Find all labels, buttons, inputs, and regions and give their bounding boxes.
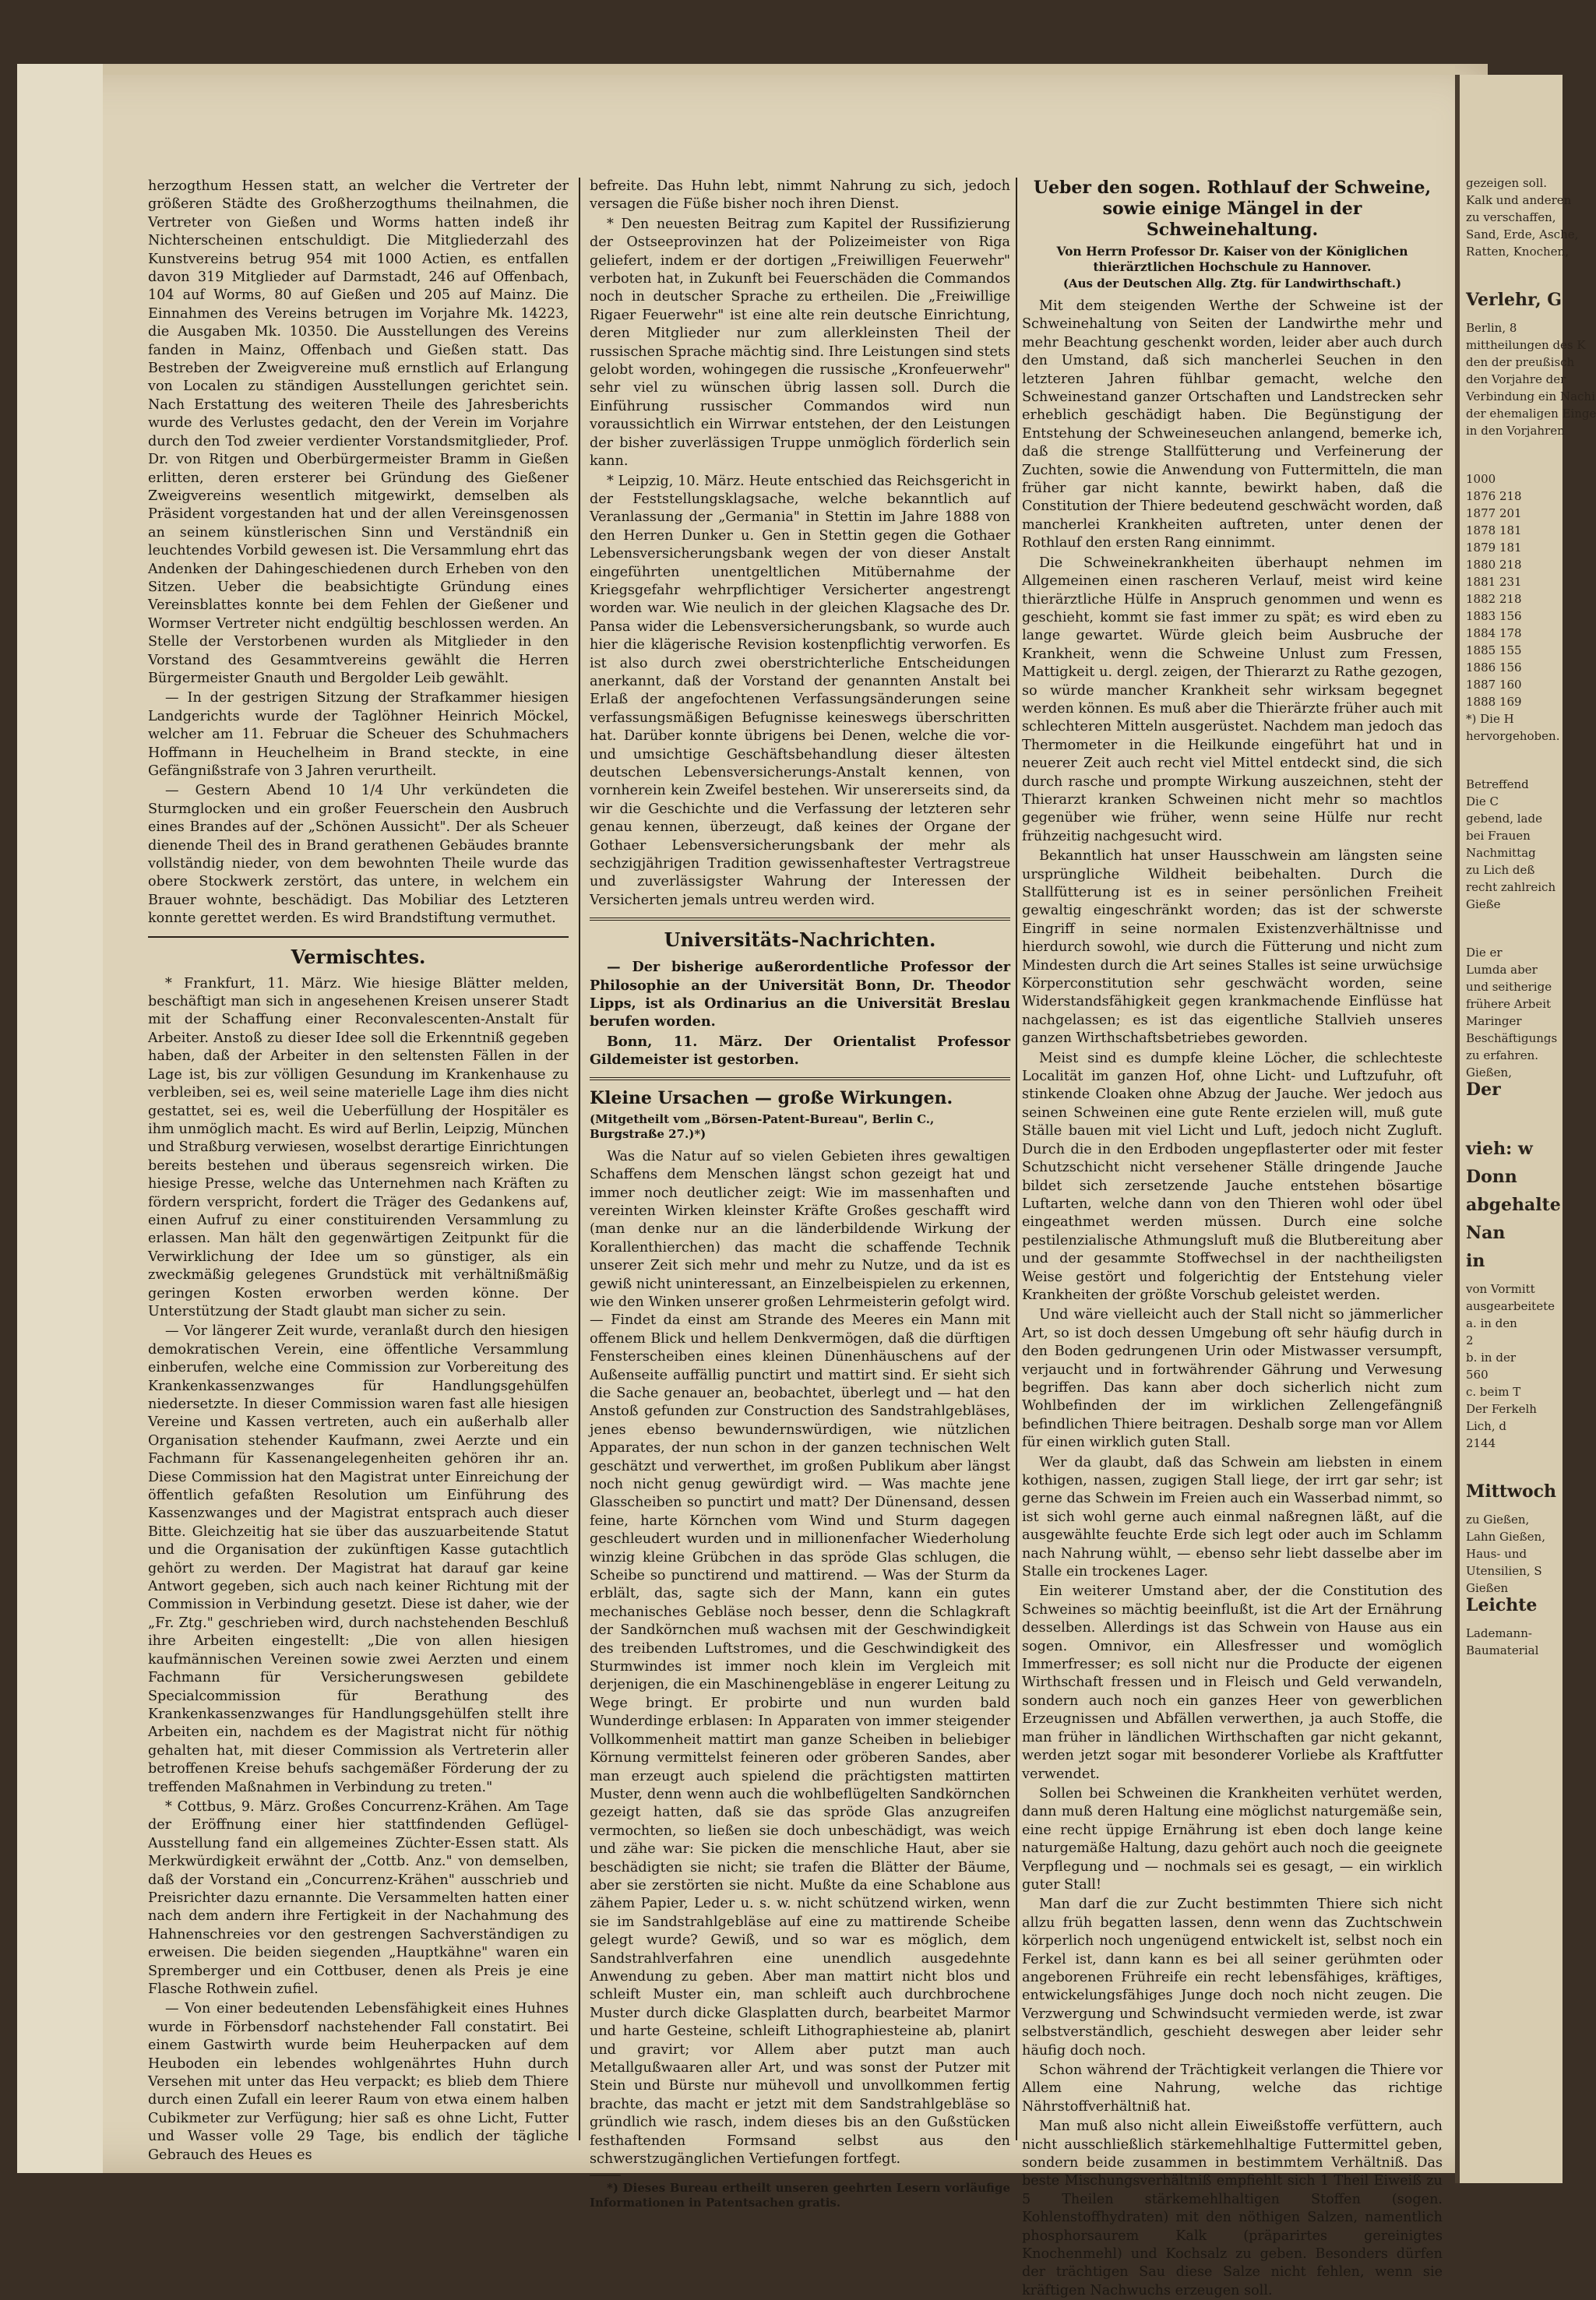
- adjacent-page-fragment: c. beim T: [1466, 1385, 1521, 1399]
- paragraph: — Gestern Abend 10 1/4 Uhr verkündeten die Sturmglocken und ein großer Feuerschein den Ausbruch eines Brandes auf der „Schönen Aussicht". Der als Scheuer dienende Theil des in Brand gerathenen Gebäudes brannte vollständig nieder, von dem bewohnten Theile wurde das obere Stockwerk zerstört, das untere, in welchem ein Brauer wohnte, beschädigt. Das Mobiliar des Letzteren konnte gerettet werden. Es wird Brandstiftung vermuthet.: [148, 783, 569, 927]
- adjacent-page-fragment: recht zahlreich: [1466, 880, 1556, 894]
- paragraph: Mit dem steigenden Werthe der Schweine ist der Schweinehaltung von Seiten der Landwirthe mehr und mehr Beachtung geschenkt worden, leider aber auch durch den Umstand, daß sich mancherlei Seuchen in den letzteren Jahren fühlbar gemacht, welche den Schweinestand ganzer Ortschaften und Landstrecken sehr erheblich geschädigt haben. Die Begünstigung der Entstehung der Schweineseuchen anlangend, bemerke ich, daß die strenge Stallfütterung und Verfeinerung der Zuchten, sowie die Anwendung von Futtermitteln, die man früher gar nicht kannte, bewirkt haben, daß die Constitution der Thiere bedeutend geschwächt worden, daß mancherlei Krankheiten auftreten, unter denen der Rothlauf den ersten Rang einnimmt.: [1022, 298, 1443, 551]
- article-source: (Aus der Deutschen Allg. Ztg. für Landwirthschaft.): [1062, 276, 1402, 291]
- paragraph: Wer da glaubt, daß das Schwein am liebsten in einem kothigen, nassen, zugigen Stall liege, der irrt gar sehr; ist gerne das Schwein im Freien auch ein Wasserbad nimmt, so ist sich wohl gerne auch einmal naßregnen läßt, auf die ausgewählte feuchte Erde sich legt oder auch im Schlamm nach Nahrung wühlt, — ebenso sehr liebt dasselbe aber im Stalle ein trockenes Lager.: [1022, 1454, 1443, 1580]
- paragraph: Ein weiterer Umstand aber, der die Constitution des Schweines so mächtig beeinflußt, ist die Art der Ernährung desselben. Allerdings ist das Schwein von Hause aus ein sogen. Omnivor, ein Allesfresser und womöglich Immerfresser; es soll nicht nur die Producte der eigenen Wirthschaft fressen und in Fleisch und Geld verwandeln, sondern auch noch ein ganzes Heer von gewerblichen Erzeugnissen und Abfällen verwerthen, ja auch Stoffe, die man früher in ländlichen Wirthschaften gar nicht gekannt, werden jetzt sogar mit besonderer Vorliebe als Kraftfutter verwendet.: [1022, 1583, 1443, 1782]
- column-3: [1022, 178, 1443, 2298]
- section-rule: [148, 936, 569, 938]
- paragraph: — Vor längerer Zeit wurde, veranlaßt durch den hiesigen demokratischen Verein, eine öffentliche Versammlung einberufen, welche eine Commission zur Vorbereitung des Krankenkassenzwanges für Handlungsgehülfen niedersetzte. In dieser Commission waren fast alle hiesigen Vereine und Kassen vertreten, auch ein außerhalb aller Organisation stehender Kaufmann, zwei Aerzte und ein Fachmann für Kassenangelegenheiten gehören ihr an. Diese Commission hat den Magistrat unter Einreichung der öffentlich gefaßten Resolution um Einführung des Kassenzwanges und der Magistrat entsprach auch dieser Bitte. Gleichzeitig hat sie über das auszuarbeitende Statut und die Organisation der zukünftigen Kasse gutachtlich gehört zu werden. Der Magistrat hat darauf gar keine Antwort gegeben, sich auch nach keiner Richtung mit der Commission in Verbindung gesetzt. Diese ist daher, wie der „Fr. Ztg." geschrieben wird, durch nachstehenden Beschluß ihre Arbeiten eingestellt: „Die von allen hiesigen kaufmännischen Vereinen sowie zwei Aerzten und einem Fachmann für Versicherungswesen gebildete Specialcommission für Berathung des Krankenkassenzwanges für Handlungsgehülfen stellt ihre Arbeiten ein, nachdem es der Magistrat nicht für nöthig gehalten hat, mit dieser Commission als Vertreterin aller betroffenen Kreise behufs sachgemäßer Förderung der zu treffenden Maßnahmen in Verbindung zu treten.": [148, 1323, 569, 1795]
- section-rule: [590, 1077, 1010, 1080]
- page-top-edge: [103, 65, 1455, 75]
- paragraph: Was die Natur auf so vielen Gebieten ihres gewaltigen Schaffens dem Menschen längst schon gezeigt hat und immer noch deutlicher zeigt: Wie im massenhaften und vereinten Wirken kleinster Kräfte Großes geschafft wird (man denke nur an die länderbildende Wirkung der Korallenthierchen) das macht die schaffende Technik unserer Zeit sich mehr und mehr zu Nutze, und da ist es gewiß nicht uninteressant, an Einzelbeispielen zu erkennen, wie den Winken unserer großen Lehrmeisterin gefolgt wird. — Findet da einst am Strande des Meeres ein Mann mit offenem Blick und hellem Denkvermögen, daß die dürftigen Fensterscheiben eines kleinen Dünenhäuschens auf der Außenseite auffällig punctirt und mattirt sind. Er sieht sich die Sache genauer an, beobachtet, überlegt und — hat den Anstoß gefunden zur Construction des Sandstrahlgebläses, jenes ebenso bewundernswürdigen, wie nützlichen Apparates, der nun schon in der ganzen technischen Welt geschätzt und verwerthet, im großen Publikum aber längst noch nicht genug gewürdigt wird. — Was machte jene Glasscheiben so punctirt und matt? Der Dünensand, dessen feine, harte Körnchen vom Wind und Sturm dagegen geschleudert wurden und in millionenfacher Wiederholung winzig kleine Grübchen in das spröde Glas schlugen, die Scheibe so punctirend und mattirend. — Was der Sturm da erblält, das, sagte sich der Mann, kann ein gutes mechanisches Gebläse noch besser, denn die Schlagkraft der Sandkörnchen muß wachsen mit der Geschwindigkeit des treibenden Luftstromes, und die Geschwindigkeit des Sturmwindes ist immer noch klein im Vergleich mit derjenigen, die ein Maschinengebläse in engerer Leitung zu Wege bringt. Er probirte und nun wurden bald Wunderdinge erblasen: In Apparaten von immer steigender Vollkommenheit mattirt man ganze Scheiben in beliebiger Körnung vermittelst feineren oder gröberen Sandes, aber man erzeugt auch spielend die prächtigsten mattirten Muster, denn wenn auch die wohlbeflügelten Sandkörnchen gezeigt hatten, daß sie das spröde Glas anzugreifen vermochten, so ließen sie doch unbeschädigt, was weich und zähe war: Sie picken die menschliche Haut, aber sie beschädigten sie nicht; sie trafen die Blätter der Bäume, aber sie zerstörten sie nicht. Mußte da eine Schablone aus zähem Papier, Leder u. s. w. nicht schützend wirken, wenn sie im Sandstrahlgebläse auf eine zu mattirende Scheibe gelegt wurde? Gewiß, und so war es möglich, dem Sandstrahlverfahren eine unendlich ausgedehnte Anwendung zu geben. Aber man mattirt nicht blos und schleift Muster ein, man schleift auch durchbrochene Muster durch dicke Glasplatten durch, bearbeitet Marmor und harte Gesteine, schleift Lithographiesteine ab, planirt und gravirt; vor Allem aber putzt man auch Metallgußwaaren aller Art, und was sonst der Putzer mit Stein und Bürste nur mühevoll und unvollkommen fertig brachte, das macht er jetzt mit dem Sandstrahlgebläse so gründlich wie rasch, indem dieses bis an den Gußstücken festhaftenden Formsand selbst aus den schwerstzugänglichen Vertiefungen fortfegt.: [590, 1148, 1010, 2168]
- adjacent-page-fragment: 1887 160: [1466, 678, 1522, 692]
- adjacent-page-fragment: 2: [1466, 1333, 1474, 1347]
- paragraph: — In der gestrigen Sitzung der Strafkammer hiesigen Landgerichts wurde der Taglöhner Heinrich Möckel, welcher am 11. Februar die Scheuer des Schuhmachers Hoffmann in Heuchelheim in Brand steckte, in eine Gefängnißstrafe von 3 Jahren verurtheilt.: [148, 690, 569, 779]
- adjacent-page-fragment: von Vormitt: [1466, 1282, 1535, 1296]
- article-title-kleine-ursachen: Kleine Ursachen — große Wirkungen.: [590, 1087, 953, 1108]
- adjacent-page-fragment: gezeigen soll.: [1466, 176, 1548, 190]
- paragraph: Bekanntlich hat unser Hausschwein am längsten seine ursprüngliche Wildheit beibehalten. Durch die Stallfütterung ist es in seiner persönlichen Freiheit gewaltig eingeschränkt worden; das ist der schwerste Eingriff in seine normalen Existenzverhältnisse und hierdurch sowohl, wie durch die Fütterung und nicht zum Mindesten durch die Art seines Stalles ist seine urwüchsige Körperconstitution sehr geschwächt worden, seine Widerstandsfähigkeit gegen krankmachende Einflüsse hat nachgelassen; es ist das eigentliche Stallvieh unseres ganzen Wirthschaftsbetriebes geworden.: [1022, 848, 1443, 1047]
- adjacent-page-fragment: 560: [1466, 1368, 1489, 1382]
- adjacent-page-fragment: frühere Arbeit: [1466, 997, 1552, 1011]
- adjacent-page-fragment: Nan: [1466, 1223, 1506, 1243]
- adjacent-page-fragment: 1886 156: [1466, 660, 1522, 675]
- adjacent-page-fragment: Beschäftigungs: [1466, 1031, 1558, 1045]
- adjacent-page-fragment: zu verschaffen,: [1466, 210, 1556, 224]
- paragraph: herzogthum Hessen statt, an welcher die Vertreter der größeren Städte des Großherzogthums theilnahmen, die Vertreter von Gießen und Worms hatten indeß ihr Nichterscheinen entschuldigt. Die Mitgliederzahl des Kunstvereins betrug 954 mit 1000 Actien, es entfallen davon 319 Mitglieder auf Darmstadt, 246 auf Offenbach, 104 auf Worms, 80 auf Gießen und 205 auf Mainz. Die Einnahmen des Vereins betrugen im Vorjahre Mk. 14223, die Ausgaben Mk. 10350. Die Ausstellungen des Vereins fanden in Mainz, Offenbach und Gießen statt. Das Bestreben der Zweigvereine muß ernstlich auf Erlangung von Localen zu ständigen Ausstellungen gerichtet sein. Nach Erstattung des weiteren Theile des Jahresberichts wurde des Verlustes gedacht, den der Verein im Vorjahre durch den Tod zweier verdienter Vorstandsmitglieder, Prof. Dr. von Ritgen und Oberbürgermeister Bramm in Gießen erlitten, deren ersterer bei Gründung des Gießener Zweigvereins wesentlich mitgewirkt, demselben als Präsident vorgestanden hat und der allen Vereinsgenossen an seinem künstlerischen Sinn und Verständniß ein leuchtendes Vorbild gewesen ist. Die Versammlung ehrt das Andenken der Dahingeschiedenen durch Erheben von den Sitzen. Ueber die beabsichtigte Gründung eines Vereinsblattes konnte bei dem Fehlen der Gießener und Wormser Vertreter nicht endgültig beschlossen werden. An Stelle der Verstorbenen wurden als Mitglieder in den Vorstand des Gesammtvereins gewählt die Herren Bürgermeister Gnauth und Bergolder Leib gewählt.: [148, 178, 569, 686]
- adjacent-page-fragment: Die er: [1466, 946, 1503, 960]
- footnote: *) Dieses Bureau ertheilt unseren geehrten Lesern vorläufige Informationen in Patentsachen gratis.: [590, 2181, 1010, 2210]
- adjacent-page-fragment: 1882 218: [1466, 592, 1522, 606]
- adjacent-page-fragment: ausgearbeitete: [1466, 1299, 1555, 1313]
- adjacent-page-fragment: vieh: w: [1466, 1139, 1533, 1159]
- adjacent-page-fragment: Lahn Gießen,: [1466, 1530, 1545, 1544]
- adjacent-page-fragment: 1877 201: [1466, 506, 1522, 520]
- adjacent-page-fragment: Utensilien, S: [1466, 1564, 1542, 1578]
- adjacent-page-fragment: Sand, Erde, Asche,: [1466, 227, 1579, 241]
- adjacent-page-fragment: Haus- und: [1466, 1547, 1527, 1561]
- adjacent-page-fragment: 1884 178: [1466, 626, 1522, 640]
- paragraph: Man darf die zur Zucht bestimmten Thiere sich nicht allzu früh begatten lassen, denn wenn das Zuchtschwein körperlich noch ungenügend entwickelt ist, selbst noch ein Ferkel ist, dann kann es bei all seiner gerühmten oder angeborenen Frühreife ein recht lebensfähiges, kräftiges, entwickelungsfähiges Junge doch noch nicht zeugen. Die Verzwergung und Schwindsucht vermieden werde, ist zwar selbstverständlich, geschieht deswegen aber leider sehr häufig doch noch.: [1022, 1897, 1443, 2059]
- adjacent-page-fragment: Leichte: [1466, 1595, 1538, 1615]
- page-margin: [17, 64, 103, 2173]
- adjacent-page-fragment: und seitherige: [1466, 980, 1552, 994]
- paragraph: befreite. Das Huhn lebt, nimmt Nahrung zu sich, jedoch versagen die Füße bisher noch ihren Dienst.: [590, 178, 1010, 213]
- adjacent-page-fragment: Ratten, Knochen,: [1466, 245, 1569, 259]
- adjacent-page-fragment: bei Frauen: [1466, 829, 1531, 843]
- adjacent-page-fragment: b. in der: [1466, 1351, 1517, 1365]
- adjacent-page-fragment: *) Die H: [1466, 712, 1514, 726]
- paragraph: * Den neuesten Beitrag zum Kapitel der Russifizierung der Ostseeprovinzen hat der Polizeimeister von Riga geliefert, indem er der dortigen „Freiwilligen Feuerwehr" verboten hat, in Zukunft bei Feuerschäden die Commandos noch in deutscher Sprache zu ertheilen. Die „Freiwillige Rigaer Feuerwehr" ist eine alte rein deutsche Einrichtung, deren Mitglieder nur zum allerkleinsten Theil der russischen Sprache mächtig sind. Ihre Leistungen sind stets gelobt worden, wohingegen die russische „Kronfeuerwehr" sehr viel zu wünschen übrig lassen soll. Durch die Einführung russischer Commandos wird nun voraussichtlich ein Wirrwar entstehen, der den Leistungen der bisher zuverlässigen Truppe unmöglich förderlich sein kann.: [590, 216, 1010, 470]
- adjacent-page-fragment: Lademann-: [1466, 1626, 1532, 1640]
- paragraph: Sollen bei Schweinen die Krankheiten verhütet werden, dann muß deren Haltung eine möglichst naturgemäße sein, eine recht üppige Ernährung ist eben doch lange keine naturgemäße Haltung, dazu gehört auch noch die geeignete Verpflegung und — nochmals sei es gesagt, — ein wirklich guter Stall!: [1022, 1785, 1443, 1893]
- adjacent-page-fragment: 1876 218: [1466, 489, 1522, 503]
- adjacent-page-fragment: a. in den: [1466, 1316, 1517, 1330]
- column-divider: [1016, 178, 1017, 2140]
- column-divider: [579, 178, 580, 2140]
- adjacent-page-fragment: 1879 181: [1466, 541, 1522, 555]
- adjacent-page-fragment: Gießen,: [1466, 1065, 1512, 1080]
- adjacent-page-fragment: Berlin, 8: [1466, 321, 1517, 335]
- paragraph: Und wäre vielleicht auch der Stall nicht so jämmerlicher Art, so ist doch dessen Umgebung oft sehr häufig durch in den Boden gedrungenen Urin oder Mistwasser versumpft, verjaucht und in fortwährender Gährung und Verwesung begriffen. Das kann aber doch sicherlich nicht zum Wohlbefinden der im wirklichen Zellengefängniß befindlichen Thiere beitragen. Deshalb sorge man vor Allem für einen wirklich guten Stall.: [1022, 1307, 1443, 1451]
- adjacent-page-fragment: Gießen: [1466, 1581, 1509, 1595]
- adjacent-page-fragment: mittheilungen des K: [1466, 338, 1586, 352]
- paragraph: * Frankfurt, 11. März. Wie hiesige Blätter melden, beschäftigt man sich in angesehenen Kreisen unserer Stadt mit der Schaffung einer Reconvalescenten-Anstalt für Arbeiter. Anstoß zu dieser Idee soll die Erkenntniß gegeben haben, daß der Arbeiter in den seltensten Fällen in der Lage ist, bis zur völligen Gesundung im Krankenhause zu verbleiben, sei es, weil seine materielle Lage ihm dies nicht gestattet, sei es, weil die Ueberfüllung der Hospitäler es ihm unmöglich macht. Es wird auf Berlin, Leipzig, München und Straßburg verwiesen, woselbst derartige Einrichtungen bereits bestehen und überaus segensreich wirken. Die hiesige Presse, welche das Unternehmen nach Kräften zu fördern verspricht, fordert die Träger des Gedankens auf, einen Aufruf zu einer constituirenden Versammlung zu erlassen. Man hält den gegenwärtigen Zeitpunkt für die Verwirklichung der Idee um so günstiger, als ein zweckmäßig gelegenes Grundstück mit verhältnißmäßig geringen Kosten erworben werden könne. Der Unterstützung der Stadt glaubt man sicher zu sein.: [148, 975, 569, 1319]
- adjacent-page-fragment: zu erfahren.: [1466, 1048, 1539, 1062]
- article-title-rothlauf: Ueber den sogen. Rothlauf der Schweine, sowie einige Mängel in der Schweinehaltung.: [1033, 178, 1432, 240]
- adjacent-page-fragment: Kalk und anderen: [1466, 193, 1572, 207]
- paragraph: Schon während der Trächtigkeit verlangen die Thiere vor Allem eine Nahrung, welche das richtige Nährstoffverhältniß hat.: [1022, 2062, 1443, 2115]
- adjacent-page-fragment: 1888 169: [1466, 695, 1522, 709]
- section-rule: [590, 918, 1010, 921]
- adjacent-page-fragment: Mittwoch: [1466, 1481, 1557, 1502]
- adjacent-page-fragment: Die C: [1466, 794, 1499, 808]
- adjacent-page-fragment: der ehemaligen Einge: [1466, 407, 1596, 421]
- adjacent-page-fragment: hervorgehoben.: [1466, 729, 1560, 743]
- adjacent-page-fragment: in: [1466, 1251, 1485, 1271]
- adjacent-page-fragment: Lumda aber: [1466, 963, 1538, 977]
- adjacent-page-fragment: zu Lich deß: [1466, 863, 1535, 877]
- adjacent-page-fragment: in den Vorjahren: [1466, 424, 1565, 438]
- adjacent-page-edge: [1455, 75, 1596, 2183]
- adjacent-page-fragment: den Vorjahre der: [1466, 372, 1566, 386]
- adjacent-page-fragment: Baumaterial: [1466, 1643, 1539, 1657]
- paragraph: * Cottbus, 9. März. Großes Concurrenz-Krähen. Am Tage der Eröffnung einer hier stattfindenden Geflügel-Ausstellung fand ein allgemeines Züchter-Essen statt. Als Merkwürdigkeit erwähnt der „Cottb. Anz." von demselben, daß der Vorstand ein „Concurrenz-Krähen" ausschrieb und Preisrichter dazu ernannte. Die Versammelten hatten einer nach dem andern ihre Fertigkeit in der Nachahmung des Hahnenschreies vor den gestrengen Sachverständigen zu erweisen. Die beiden siegenden „Hauptkähne" waren ein Spremberger und ein Cottbuser, denen als Preis je eine Flasche Rothwein zufiel.: [148, 1798, 569, 1997]
- article-byline: Von Herrn Professor Dr. Kaiser von der Königlichen thierärztlichen Hochschule zu Hannover.: [1056, 244, 1408, 274]
- adjacent-page-fragment: 1880 218: [1466, 558, 1522, 572]
- adjacent-page-fragment: Verbindung ein Nachi: [1466, 389, 1595, 403]
- paragraph: * Leipzig, 10. März. Heute entschied das Reichsgericht in der Feststellungsklagsache, welche bekanntlich auf Veranlassung der „Germania" in Stettin im Jahre 1888 von den Herren Dunker u. Gen in Stettin gegen die Gothaer Lebensversicherungsbank wegen der von dieser Anstalt eingeführten unentgeltlichen Mitübernahme der Kriegsgefahr wehrpflichtiger Versicherter angestrengt worden war. Wie neulich in der gleichen Klagsache des Dr. Pansa wider die Lebensversicherungsbank, so wurde auch hier die klägerische Revision kostenpflichtig verworfen. Es ist also durch zwei oberstrichterliche Entscheidungen anerkannt, daß der Vorstand der genannten Anstalt bei Erlaß der angefochtenen Verfassungsänderungen seine verfassungsmäßigen Befugnisse keineswegs überschritten hat. Darüber konnte übrigens bei Denen, welche die vor- und umsichtige Geschäftsbehandlung dieser ältesten deutschen Lebensversicherungs-Anstalt kennen, von vornherein kein Zweifel bestehen. Wir unsererseits sind, da wir die Geschichte und die Verfassung der letzteren sehr genau kennen, überzeugt, daß keines der Organe der Gothaer Lebensversicherungsbank der mehr als sechzigjährigen Tradition gewissenhaftester Vertragstreue und zuverlässigster Wahrung der Interessen der Versicherten jemals untreu werden wird.: [590, 473, 1010, 908]
- adjacent-page-fragment: Der Ferkelh: [1466, 1402, 1537, 1416]
- adjacent-page-fragment: Nachmittag: [1466, 846, 1536, 860]
- adjacent-page-fragment: gebend, lade: [1466, 812, 1542, 826]
- paragraph: Man muß also nicht allein Eiweißstoffe verfüttern, auch nicht ausschließlich stärkemehlhaltige Futtermittel geben, sondern beide zusammen in bestimmtem Verhältniß. Das beste Mischungsverhältniß empfiehlt sich 1 Theil Eiweiß zu 5 Theilen stärkemehlhaltigen Stoffen (sogen. Kohlenstoffhydraten) mit den nöthigen Salzen, namentlich phosphorsaurem Kalk (präparirtes gereinigtes Knochenmehl) und Kochsalz zu geben. Besonders dürfen der trächtigen Sau diese Salze nicht fehlen, wenn sie kräftigen Nachwuchs erzeugen soll.: [1022, 2119, 1443, 2298]
- adjacent-page-fragment: Gieße: [1466, 897, 1501, 911]
- adjacent-page-fragment: abgehalte: [1466, 1195, 1561, 1215]
- adjacent-page-fragment: 1883 156: [1466, 609, 1522, 623]
- adjacent-page-fragment: Donn: [1466, 1167, 1517, 1187]
- adjacent-page-fragment: 1000: [1466, 472, 1496, 486]
- column-2: [590, 178, 1010, 2210]
- adjacent-page-fragment: zu Gießen,: [1466, 1513, 1530, 1527]
- adjacent-page-fragment: Der: [1466, 1080, 1501, 1100]
- paragraph: Bonn, 11. März. Der Orientalist Professor Gildemeister ist gestorben.: [590, 1033, 1010, 1069]
- footnote-rule: [590, 2175, 621, 2176]
- adjacent-page-fragment: Maringer: [1466, 1014, 1522, 1028]
- adjacent-page-fragment: Verlehr, G: [1466, 290, 1563, 310]
- adjacent-page-fragment: 1881 231: [1466, 575, 1522, 589]
- paragraph: Die Schweinekrankheiten überhaupt nehmen im Allgemeinen einen rascheren Verlauf, meist wird keine thierärztliche Hülfe in Anspruch genommen und wenn es geschieht, kommt sie fast immer zu spät; es wird eben zu lange gewartet. Würde gleich beim Ausbruche der Krankheit, wenn die Schweine Unlust zum Fressen, Mattigkeit u. dergl. zeigen, der Thierarzt zu Rathe gezogen, so würde mancher Krankheit sehr wirksam begegnet werden können. Es muß aber die Thierärzte früher auch mit schlechteren Mitteln ausgerüstet. Nachdem man jedoch das Thermometer in die Heilkunde eingeführt hat und in neuerer Zeit auch recht viel Mittel entdeckt sind, die sich durch rasche und prompte Wirkung auszeichnen, steht der Thierarzt kranken Schweinen nicht mehr so machtlos gegenüber wie früher, wenn seine Hülfe nur recht frühzeitig nachgesucht wird.: [1022, 555, 1443, 844]
- paragraph: Meist sind es dumpfe kleine Löcher, die schlechteste Localität im ganzen Hof, ohne Licht- und Luftzufuhr, oft stinkende Cloaken ohne Abzug der Jauche. Wer jedoch aus seinen Schweinen eine gute Rente erzielen will, muß gute Ställe bauen mit viel Licht und Luft, jedoch nicht Zugluft. Durch die in den Erdboden ungepflasterter oder mit fester Schutzschicht nicht versehener Ställe dringende Jauche bildet sich zersetzende Jauche entstehen bösartige Luftarten, welche dann von den Thieren wohl oder übel eingeathmet werden müssen. Durch eine solche pestilenzialische Athmungsluft muß die Blutbereitung aber und der gesammte Stoffwechsel in der nachtheiligsten Weise gestört und folgerichtig der Entstehung vieler Krankheiten der größte Vorschub geleistet werden.: [1022, 1050, 1443, 1303]
- column-1: [148, 178, 569, 2163]
- section-title-universitaets-nachrichten: Universitäts-Nachrichten.: [664, 928, 936, 952]
- adjacent-page-fragment: Betreffend: [1466, 777, 1529, 791]
- adjacent-page-fragment: 2144: [1466, 1436, 1496, 1450]
- article-source: (Mitgetheilt vom „Börsen-Patent-Bureau", Berlin C., Burgstraße 27.)*): [590, 1111, 935, 1141]
- adjacent-page-fragment: Lich, d: [1466, 1419, 1506, 1433]
- adjacent-page-fragment: 1878 181: [1466, 523, 1522, 537]
- adjacent-page-fragment: den der preußisch: [1466, 355, 1575, 369]
- adjacent-page-fragment: 1885 155: [1466, 643, 1522, 657]
- paragraph: — Von einer bedeutenden Lebensfähigkeit eines Huhnes wurde in Förbensdorf nachstehender Fall constatirt. Bei einem Gastwirth wurde beim Heuherpacken auf dem Heuboden ein lebendes wohlgenährtes Huhn durch Versehen mit unter das Heu verpackt; es blieb dem Thiere durch einen Zufall ein leerer Raum von etwa einem halben Cubikmeter zur Verfügung; hier saß es ohne Licht, Futter und Wasser volle 29 Tage, bis endlich der tägliche Gebrauch des Heues es: [148, 2001, 569, 2163]
- section-title-vermischtes: Vermischtes.: [291, 945, 426, 968]
- paragraph: — Der bisherige außerordentliche Professor der Philosophie an der Universität Bonn, Dr. Theodor Lipps, ist als Ordinarius an die Universität Breslau berufen worden.: [590, 959, 1010, 1030]
